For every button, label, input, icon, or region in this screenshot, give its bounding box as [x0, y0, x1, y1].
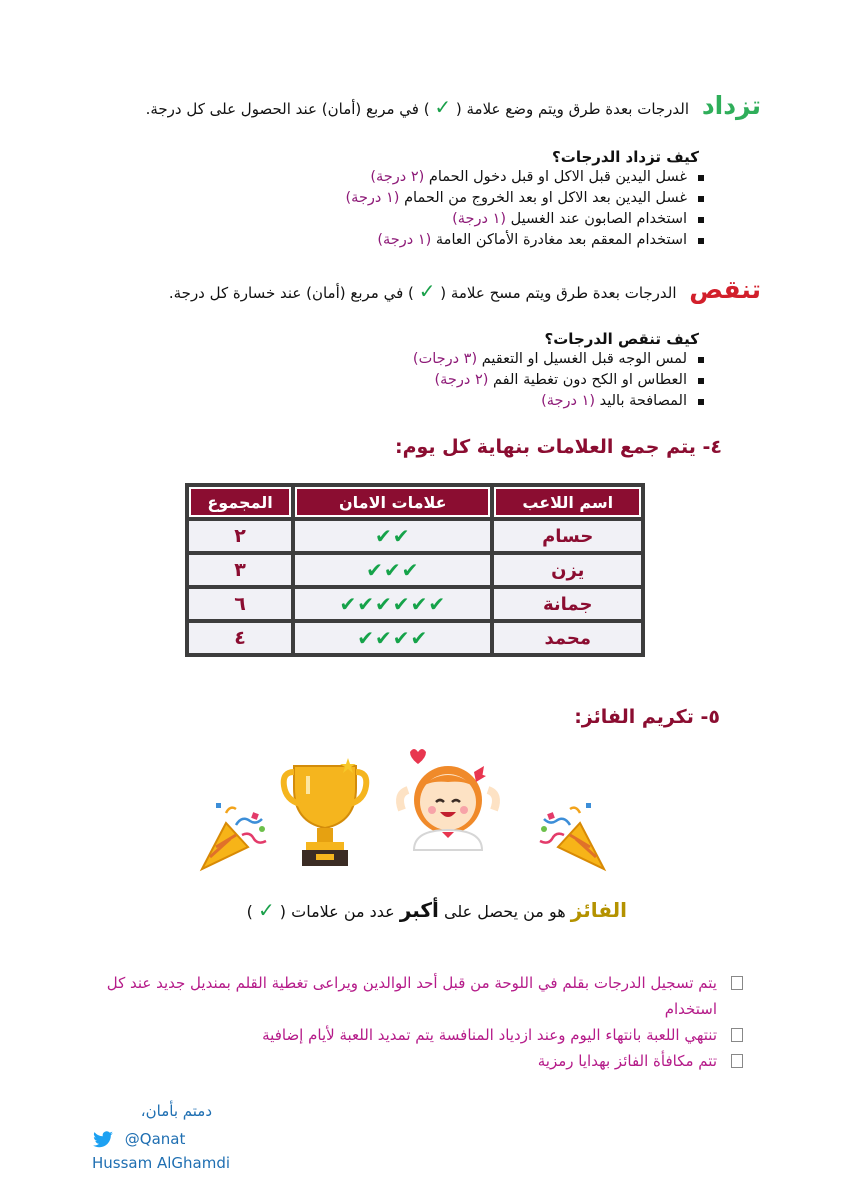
- decrease-list: [413, 349, 705, 412]
- list-item: [413, 349, 687, 370]
- increase-list: [346, 167, 705, 251]
- increase-question: كيف تزداد الدرجات؟: [552, 148, 699, 166]
- list-item: [346, 209, 687, 230]
- list-item: [346, 230, 687, 251]
- table-row: [189, 589, 641, 619]
- item-text: استخدام الصابون عند الغسيل: [510, 211, 687, 227]
- party-popper-left-icon: [196, 795, 276, 875]
- safety-marks: ✔✔✔: [295, 555, 490, 585]
- item-text: غسل اليدين قبل الاكل او قبل دخول الحمام: [428, 169, 687, 185]
- footer-social: [92, 1130, 185, 1149]
- safety-marks: ✔✔✔✔✔✔: [295, 589, 490, 619]
- item-points: (١ درجة): [452, 211, 507, 227]
- increase-sentence-start: الدرجات بعدة طرق ويتم وضع علامة (: [455, 100, 690, 118]
- item-points: (١ درجة): [377, 232, 432, 248]
- footer-author: Hussam AlGhamdi: [92, 1154, 231, 1172]
- item-text: المصافحة باليد: [599, 393, 687, 409]
- header-safety-marks: علامات الامان: [295, 487, 490, 517]
- decrease-sentence-end: ) في مربع (أمان) عند خسارة كل درجة.: [168, 284, 414, 302]
- list-item: [97, 1048, 717, 1074]
- step4-number: ٤-: [702, 436, 722, 458]
- winner-text-start: هو من يحصل على: [444, 902, 566, 921]
- check-icon: ✓: [257, 898, 275, 922]
- winner-keyword: الفائز: [570, 898, 627, 922]
- item-points: (١ درجة): [345, 190, 400, 206]
- decrease-question: كيف تنقص الدرجات؟: [544, 330, 699, 348]
- list-item: [413, 370, 687, 391]
- happy-girl-icon: [388, 740, 508, 860]
- bullet-square-icon: [731, 1028, 743, 1042]
- item-text: لمس الوجه قبل الغسيل او التعقيم: [481, 351, 687, 367]
- decrease-intro: [71, 275, 761, 305]
- winner-close: ): [246, 902, 253, 921]
- step4-heading: [395, 436, 722, 458]
- item-points: (٢ درجة): [434, 372, 489, 388]
- check-icon: ✓: [418, 279, 436, 303]
- footer-slogan: دمتم بأمان،: [140, 1102, 212, 1120]
- list-item: [413, 391, 687, 412]
- list-item: [346, 167, 687, 188]
- party-popper-right-icon: [530, 795, 610, 875]
- trophy-icon: [280, 752, 370, 872]
- twitter-icon: [92, 1131, 114, 1149]
- player-name: جمانة: [494, 589, 641, 619]
- note-text: تتم مكافأة الفائز بهدايا رمزية: [537, 1052, 717, 1070]
- item-points: (٢ درجة): [370, 169, 425, 185]
- list-item: [346, 188, 687, 209]
- winner-text-end: عدد من علامات (: [279, 902, 395, 921]
- note-text: يتم تسجيل الدرجات بقلم في اللوحة من قبل أحد الوالدين ويراعى تغطية القلم بمنديل جديد عند كل استخدام: [106, 974, 717, 1018]
- player-total: ٤: [189, 623, 291, 653]
- winner-emphasis: أكبر: [399, 898, 439, 922]
- player-total: ٣: [189, 555, 291, 585]
- twitter-handle[interactable]: @Qanat: [124, 1130, 186, 1148]
- increase-sentence-end: ) في مربع (أمان) عند الحصول على كل درجة.: [145, 100, 430, 118]
- winner-line: [247, 898, 627, 922]
- table-row: [189, 555, 641, 585]
- step5-title: تكريم الفائز:: [574, 706, 694, 728]
- header-player-name: اسم اللاعب: [494, 487, 641, 517]
- list-item: [97, 970, 717, 1022]
- player-name: محمد: [494, 623, 641, 653]
- safety-marks: ✔✔: [295, 521, 490, 551]
- item-text: العطاس او الكح دون تغطية الفم: [493, 372, 687, 388]
- table-header-row: [189, 487, 641, 517]
- item-points: (٣ درجات): [412, 351, 478, 367]
- player-name: يزن: [494, 555, 641, 585]
- item-text: غسل اليدين بعد الاكل او بعد الخروج من الحمام: [404, 190, 687, 206]
- player-total: ٢: [189, 521, 291, 551]
- table-row: [189, 623, 641, 653]
- item-points: (١ درجة): [541, 393, 596, 409]
- note-text: تنتهي اللعبة بانتهاء اليوم وعند ازدياد المنافسة يتم تمديد اللعبة لأيام إضافية: [262, 1026, 717, 1044]
- player-total: ٦: [189, 589, 291, 619]
- notes-list: [97, 970, 717, 1074]
- step5-number: ٥-: [700, 706, 720, 728]
- increase-keyword: تزداد: [701, 91, 761, 120]
- bullet-square-icon: [731, 1054, 743, 1068]
- table-row: [189, 521, 641, 551]
- bullet-square-icon: [731, 976, 743, 990]
- player-name: حسام: [494, 521, 641, 551]
- score-table: [185, 483, 645, 657]
- list-item: [97, 1022, 717, 1048]
- decrease-keyword: تنقص: [689, 275, 761, 304]
- step5-heading: [574, 706, 720, 728]
- increase-intro: [71, 91, 761, 121]
- check-icon: ✓: [434, 95, 452, 119]
- step4-title: يتم جمع العلامات بنهاية كل يوم:: [395, 436, 696, 458]
- header-total: المجموع: [189, 487, 291, 517]
- decrease-sentence-start: الدرجات بعدة طرق ويتم مسح علامة (: [440, 284, 677, 302]
- safety-marks: ✔✔✔✔: [295, 623, 490, 653]
- item-text: استخدام المعقم بعد مغادرة الأماكن العامة: [435, 232, 687, 248]
